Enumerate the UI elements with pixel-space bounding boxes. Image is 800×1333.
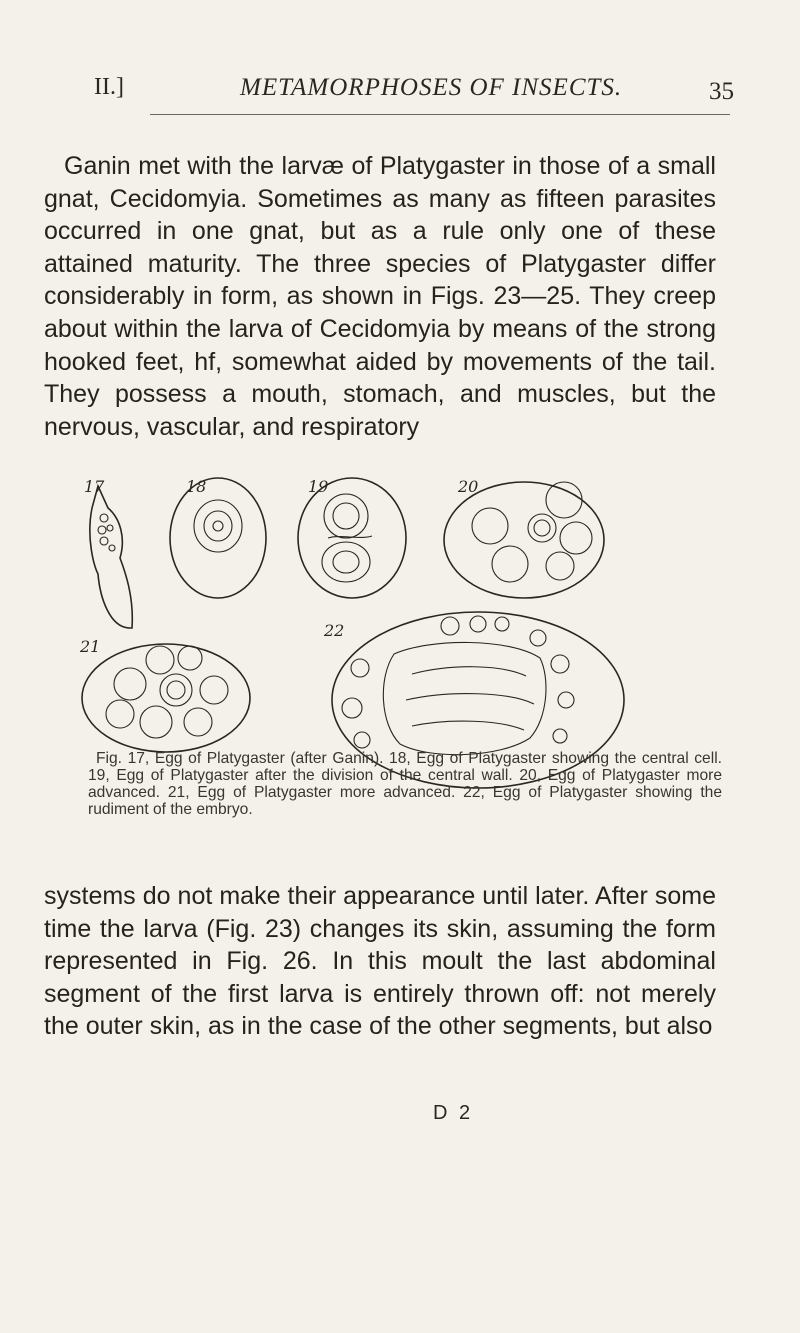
page-number: 35 xyxy=(709,78,734,105)
fig-18-egg xyxy=(170,477,266,598)
egg-illustrations xyxy=(80,477,770,748)
running-title: METAMORPHOSES OF INSECTS. xyxy=(240,74,623,101)
signature-mark: D 2 xyxy=(433,1102,474,1124)
figure-caption: Fig. 17, Egg of Platygaster (after Ganin). 18, Egg of Platygaster showing the central cell. 19, Egg of Platygaster after the division of the central wall. 20, Egg of Platygaster more advanced. 21, Egg of Platygaster more advanced. 22, Egg of Platygaster showing the rudiment of the embryo. xyxy=(88,750,722,818)
paragraph-text: Ganin met with the larvæ of Platygaster in those of a small gnat, Cecidomyia. Sometimes as many as fifteen parasites occurred in one gnat, but as a rule only one of these attained maturity. The three species of Platygaster differ considerably in form, as shown in Figs. 23—25. They creep about within the larva of Cecidomyia by means of the strong hooked feet, hf, somewhat aided by movements of the tail. They possess a mouth, stomach, and muscles, but the nervous, vascular, and respiratory xyxy=(44,152,716,441)
chapter-number: II.] xyxy=(94,74,124,100)
fig-label-20: 20 xyxy=(458,477,479,496)
fig-label-21: 21 xyxy=(80,637,101,656)
fig-label-17: 17 xyxy=(84,477,105,496)
header-rule xyxy=(150,114,730,115)
fig-21-egg xyxy=(79,637,250,752)
fig-17-egg xyxy=(84,477,132,628)
fig-20-egg xyxy=(444,477,604,598)
body-paragraph-top xyxy=(44,150,716,443)
body-paragraph-bottom: systems do not make their appearance until later. After some time the larva (Fig. 23) changes its skin, assuming the form represented in Fig. 26. In this moult the last abdominal segment of the first larva is entirely thrown off: not merely the outer skin, as in the case of the other segments, but also xyxy=(44,882,716,1041)
fig-label-18: 18 xyxy=(186,477,207,496)
fig-label-22: 22 xyxy=(324,621,345,640)
fig-19-egg xyxy=(298,477,406,598)
fig-label-19: 19 xyxy=(308,477,329,496)
running-header xyxy=(94,74,734,104)
